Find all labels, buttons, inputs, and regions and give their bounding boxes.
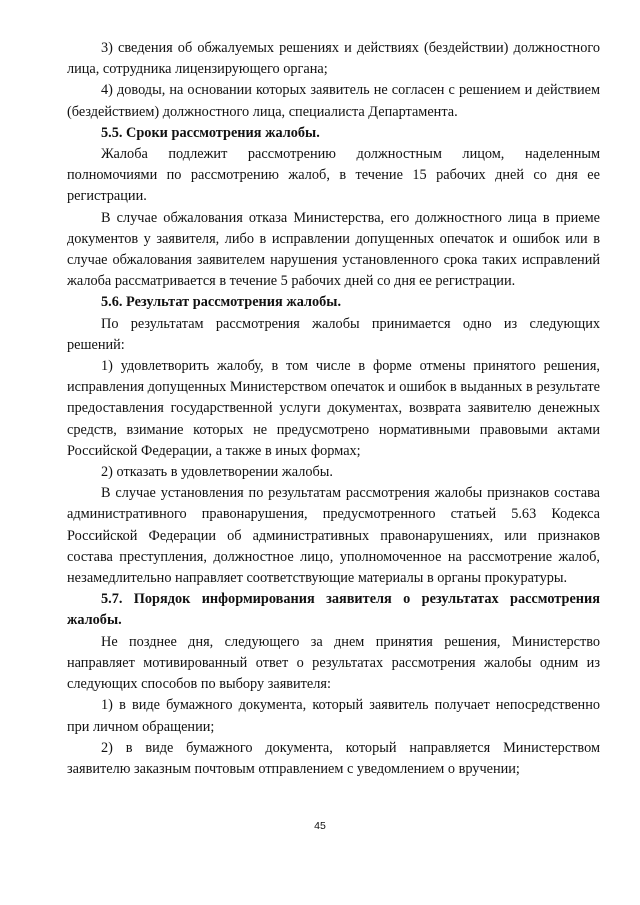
paragraph-response-method-1: 1) в виде бумажного документа, который заявитель получает непосредственно при личном обращении;: [67, 697, 600, 735]
section-heading-5-5: 5.5. Сроки рассмотрения жалобы.: [101, 124, 320, 141]
paragraph-prosecution-referral: В случае установления по результатам рассмотрения жалобы признаков состава административного правонарушения, предусмотренного статьей 5.63 Кодекса Российской Федерации об административных правонарушениях, или признаков состава преступления, должностное лицо, уполномоченное на рассмотрение жалоб, незамедлительно направляет соответствующие материалы в органы прокуратуры.: [67, 485, 600, 587]
page-number: 45: [314, 820, 326, 832]
paragraph-refusal-review-term: В случае обжалования отказа Министерства, его должностного лица в приеме документов у заявителя, либо в исправлении допущенных опечаток и ошибок или в случае обжалования заявителем нарушения установленного срока таких исправлений жалоба рассматривается в течение 5 рабочих дней со дня ее регистрации.: [67, 209, 600, 290]
document-body: [67, 38, 600, 780]
paragraph-decision-refuse: 2) отказать в удовлетворении жалобы.: [101, 464, 333, 481]
section-heading-5-7: 5.7. Порядок информирования заявителя о результатах рассмотрения жалобы.: [67, 591, 600, 629]
paragraph-complaint-item-4: 4) доводы, на основании которых заявитель не согласен с решением и действием (бездействием) должностного лица, специалиста Департамента.: [67, 82, 600, 120]
section-heading-5-6: 5.6. Результат рассмотрения жалобы.: [101, 294, 342, 311]
paragraph-response-method-2: 2) в виде бумажного документа, который направляется Министерством заявителю заказным почтовым отправлением с уведомлением о вручении;: [67, 739, 600, 777]
paragraph-response-intro: Не позднее дня, следующего за днем принятия решения, Министерство направляет мотивированный ответ о результатах рассмотрения жалобы одним из следующих способов по выбору заявителя:: [67, 633, 600, 693]
paragraph-decision-satisfy: 1) удовлетворить жалобу, в том числе в форме отмены принятого решения, исправления допущенных Министерством опечаток и ошибок в выданных в результате предоставления государственной услуги документах, возврата заявителю денежных средств, взимание которых не предусмотрено нормативными правовыми актами Российской Федерации, а также в иных формах;: [67, 358, 600, 459]
paragraph-decisions-intro: По результатам рассмотрения жалобы принимается одно из следующих решений:: [67, 315, 600, 353]
paragraph-complaint-item-3: 3) сведения об обжалуемых решениях и действиях (бездействии) должностного лица, сотрудника лицензирующего органа;: [67, 40, 600, 78]
paragraph-review-term: Жалоба подлежит рассмотрению должностным лицом, наделенным полномочиями по рассмотрению жалоб, в течение 15 рабочих дней со дня ее регистрации.: [67, 146, 600, 205]
